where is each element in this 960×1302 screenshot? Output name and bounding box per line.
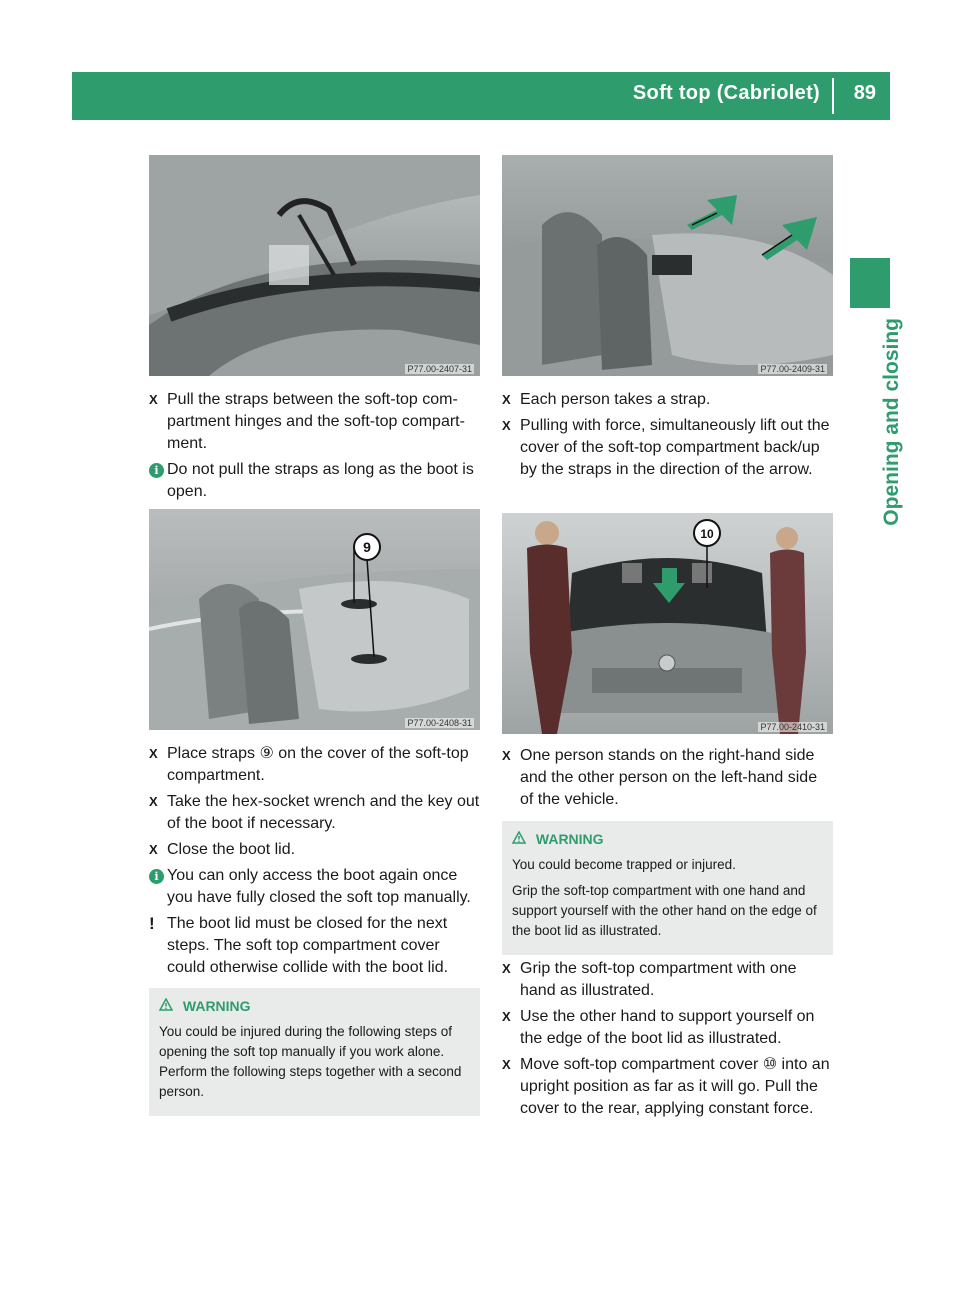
step-marker-icon: X — [502, 1009, 511, 1024]
step-text: Grip the soft-top compartment with one hand as illustrated. — [520, 960, 797, 999]
step-item — [502, 1054, 833, 1120]
warning-text: You could become trapped or injured. — [512, 857, 736, 872]
step-item — [149, 389, 480, 455]
header-divider — [832, 78, 834, 114]
chapter-tab — [850, 258, 890, 308]
warning-box-left — [149, 988, 480, 1116]
info-text: You can only access the boot again once you have fully closed the soft top manually. — [167, 867, 471, 906]
figure-code: P77.00-2410-31 — [760, 722, 825, 732]
page-header — [72, 72, 890, 120]
step-marker-icon: X — [502, 748, 511, 763]
step-item — [502, 745, 833, 811]
left-text-block-2 — [149, 743, 480, 983]
info-icon: i — [149, 869, 164, 884]
figure-code: P77.00-2407-31 — [407, 364, 472, 374]
step-text: Close the boot lid. — [167, 841, 296, 858]
page-number: 89 — [853, 82, 876, 104]
info-icon: i — [149, 463, 164, 478]
callout-10: 10 — [700, 527, 714, 541]
left-text-block-1 — [149, 389, 480, 507]
step-marker-icon: X — [502, 961, 511, 976]
figure-soft-top-cover — [149, 509, 480, 730]
info-text: Do not pull the straps as long as the boot is open. — [167, 461, 474, 500]
step-item — [149, 839, 480, 861]
figure-code: P77.00-2409-31 — [760, 364, 825, 374]
warning-triangle-icon — [512, 829, 532, 849]
figure-two-persons — [502, 513, 833, 734]
notice-item — [149, 913, 480, 979]
step-item — [149, 791, 480, 835]
step-marker-icon: X — [502, 418, 511, 433]
step-text: Pull the straps between the soft-top com-partment hinges and the soft-top compart-ment. — [167, 391, 465, 452]
step-text: One person stands on the right-hand side and the other person on the left-hand side of the vehicle. — [520, 747, 818, 808]
warning-title: WARNING — [535, 831, 604, 847]
step-item — [149, 743, 480, 787]
right-text-block-2 — [502, 745, 833, 815]
figure-lift-cover — [502, 155, 833, 376]
step-text: Take the hex-socket wrench and the key out of the boot if necessary. — [167, 793, 480, 832]
warning-triangle-icon — [159, 996, 179, 1016]
step-marker-icon: X — [149, 392, 158, 407]
chapter-label: Opening and closing — [880, 318, 903, 526]
step-text: Move soft-top compartment cover ⑩ into an upright position as far as it will go. Pull the cover to the rear, applying constant force. — [520, 1056, 830, 1117]
step-marker-icon: X — [149, 794, 158, 809]
step-marker-icon: X — [149, 842, 158, 857]
step-item — [502, 389, 833, 411]
warning-text: You could be injured during the following steps of opening the soft top manually if you work alone. Perform the following steps together with a second person. — [159, 1024, 462, 1099]
notice-text: The boot lid must be closed for the next steps. The soft top compartment cover could otherwise collide with the boot lid. — [167, 915, 449, 976]
step-item — [502, 958, 833, 1002]
info-item — [149, 459, 480, 503]
section-title: Soft top (Cabriolet) — [632, 82, 820, 104]
step-text: Pulling with force, simultaneously lift out the cover of the soft-top compartment back/up by the straps in the direction of the arrow. — [520, 417, 830, 478]
callout-9: 9 — [363, 539, 371, 555]
step-item — [502, 415, 833, 481]
right-text-block-1 — [502, 389, 833, 485]
warning-text: Grip the soft-top compartment with one hand and support yourself with the other hand on the edge of the boot lid as illustrated. — [512, 883, 817, 938]
warning-box-right — [502, 821, 833, 955]
step-marker-icon: X — [149, 746, 158, 761]
step-marker-icon: X — [502, 1057, 511, 1072]
step-text: Each person takes a strap. — [520, 391, 711, 408]
step-text: Use the other hand to support yourself on the edge of the boot lid as illustrated. — [520, 1008, 815, 1047]
info-item — [149, 865, 480, 909]
step-text: Place straps ⑨ on the cover of the soft-top compartment. — [167, 745, 469, 784]
warning-title: WARNING — [182, 998, 251, 1014]
step-marker-icon: X — [502, 392, 511, 407]
figure-boot-straps — [149, 155, 480, 376]
notice-icon: ! — [149, 914, 155, 933]
step-item — [502, 1006, 833, 1050]
right-text-block-3 — [502, 958, 833, 1124]
figure-code: P77.00-2408-31 — [407, 718, 472, 728]
